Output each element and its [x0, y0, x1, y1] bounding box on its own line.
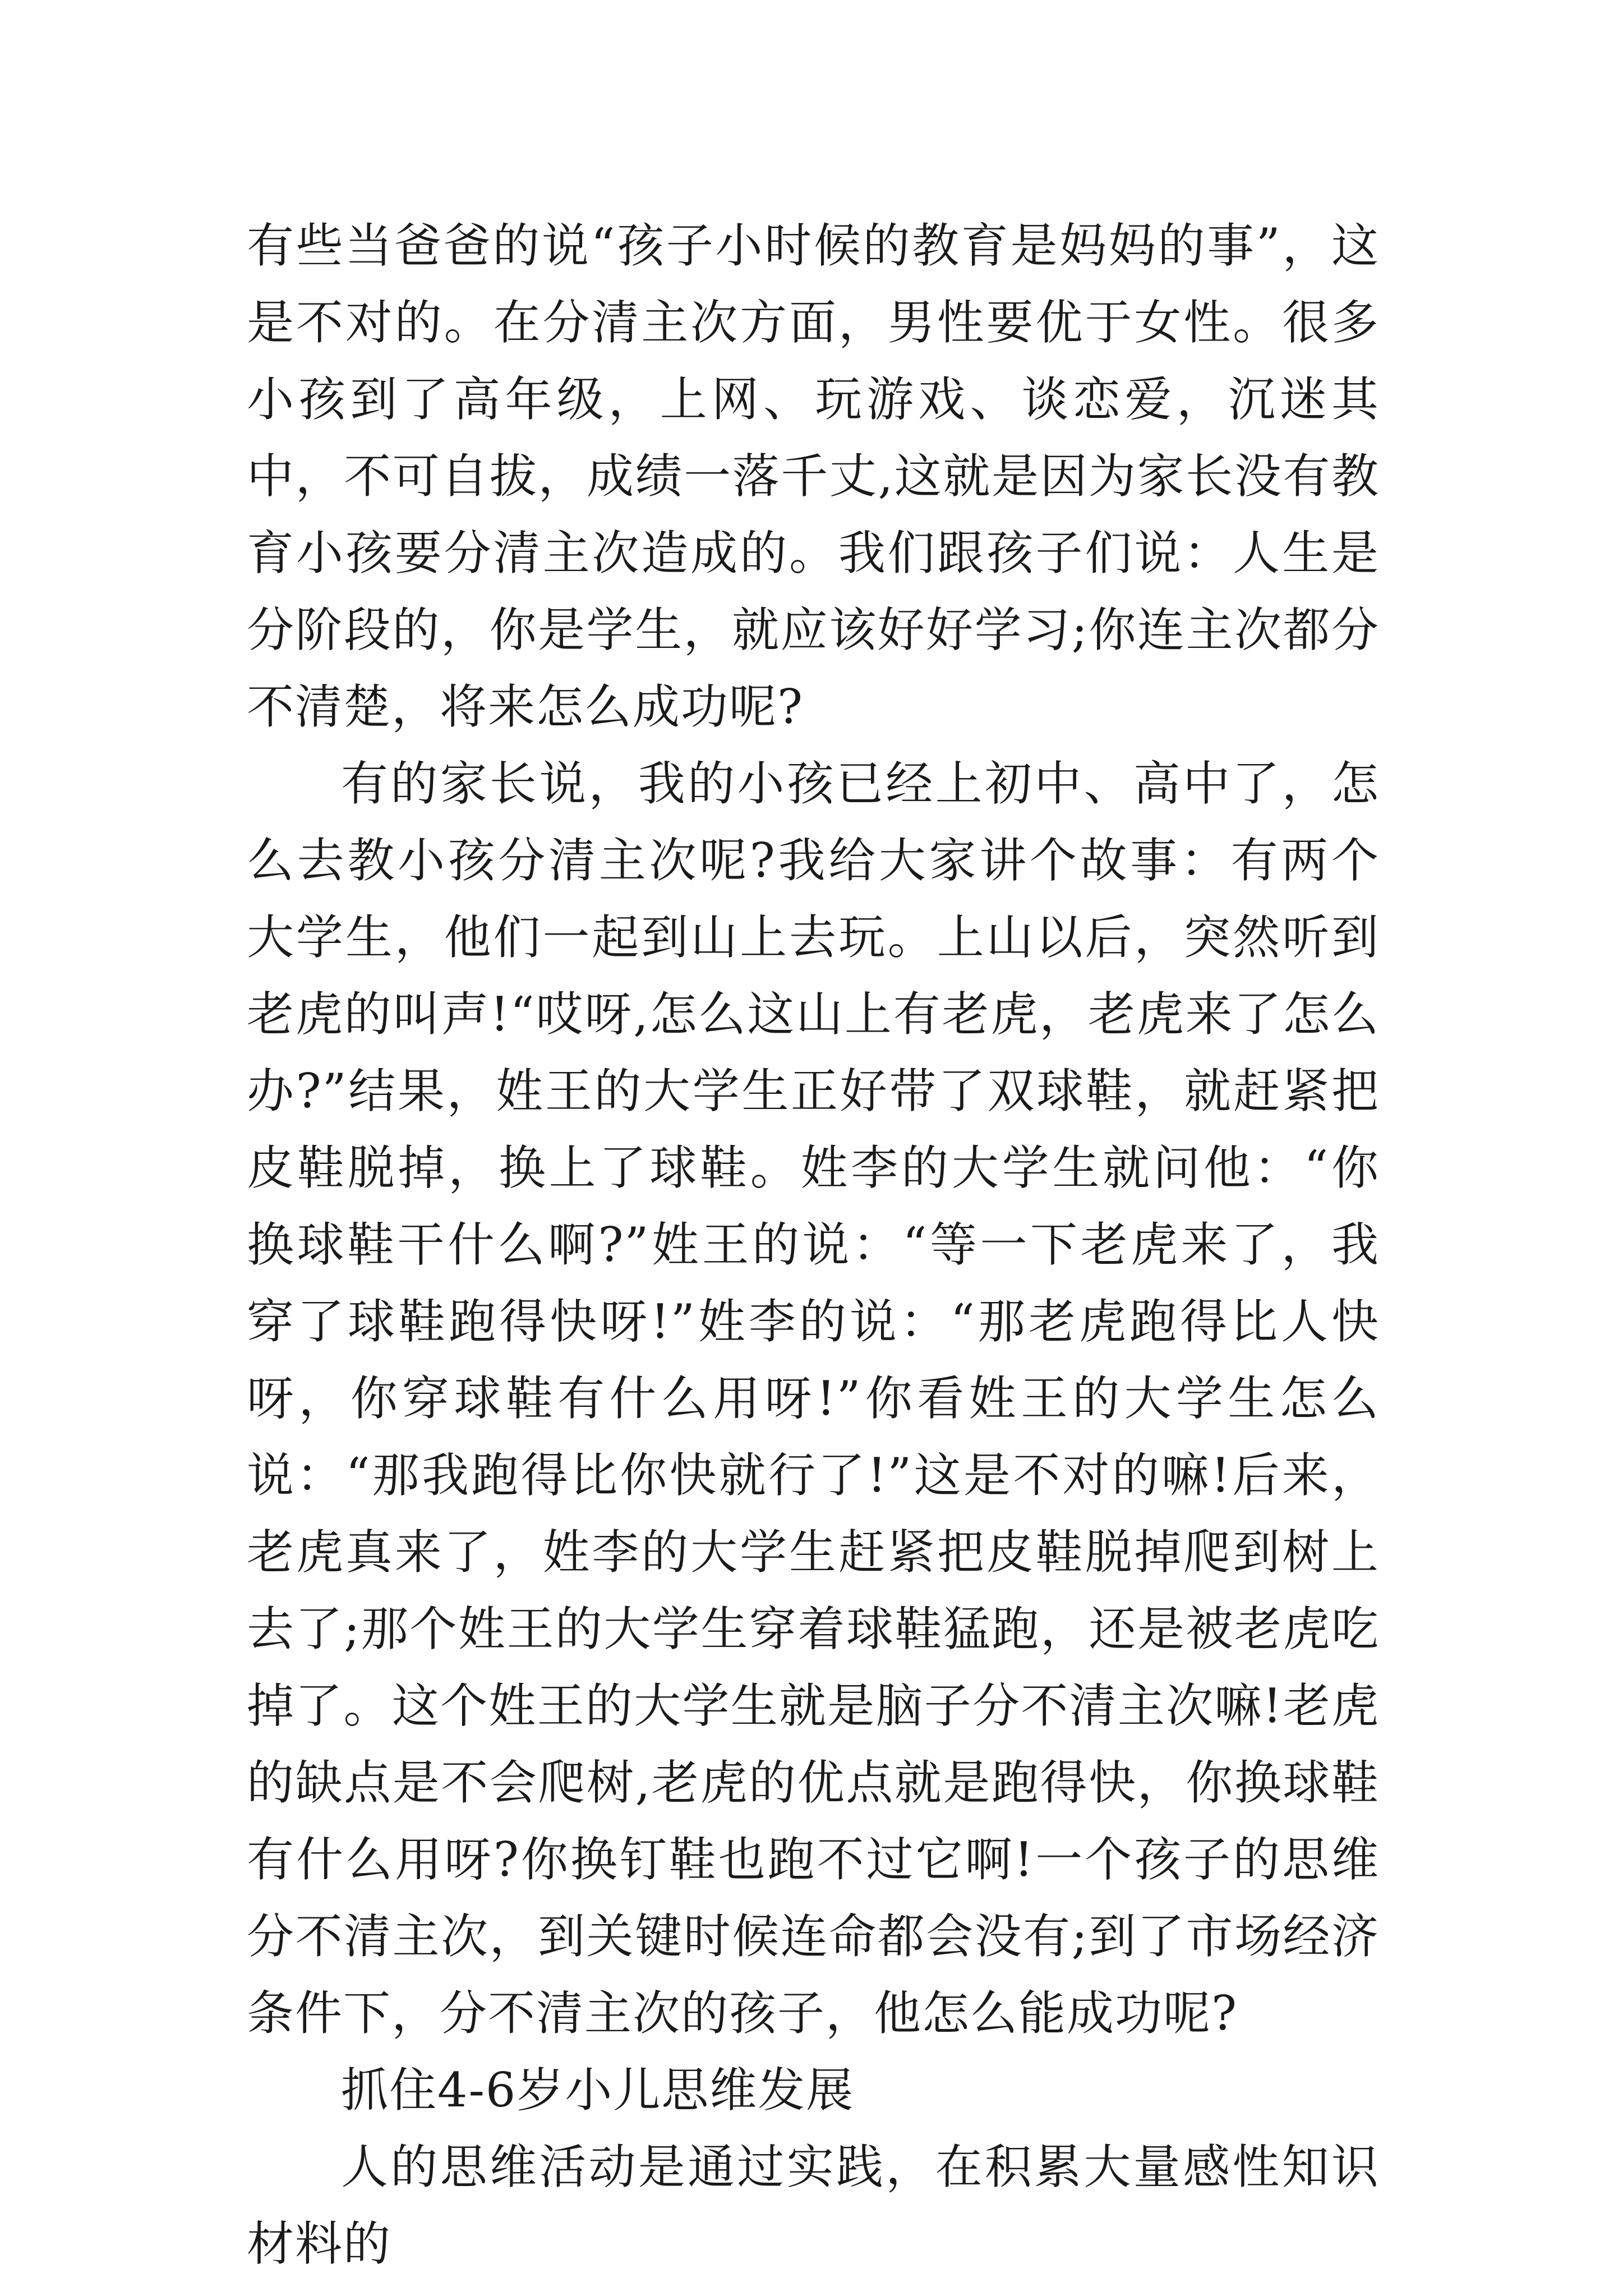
document-body [247, 208, 1380, 2283]
paragraph-1: 有些当爸爸的说“孩子小时候的教育是妈妈的事”，这是不对的。在分清主次方面，男性要优于女性。很多小孩到了高年级，上网、玩游戏、谈恋爱，沉迷其中，不可自拔，成绩一落千丈,这就是因为家长没有教育小孩要分清主次造成的。我们跟孩子们说：人生是分阶段的，你是学生，就应该好好学习;你连主次都分不清楚，将来怎么成功呢? [247, 218, 1380, 734]
paragraph-2: 有的家长说，我的小孩已经上初中、高中了，怎么去教小孩分清主次呢?我给大家讲个故事：有两个大学生，他们一起到山上去玩。上山以后，突然听到老虎的叫声!“哎呀,怎么这山上有老虎，老虎来了怎么办?”结果，姓王的大学生正好带了双球鞋，就赶紧把皮鞋脱掉，换上了球鞋。姓李的大学生就问他：“你换球鞋干什么啊?”姓王的说：“等一下老虎来了，我穿了球鞋跑得快呀!”姓李的说：“那老虎跑得比人快呀，你穿球鞋有什么用呀!”你看姓王的大学生怎么说：“那我跑得比你快就行了!”这是不对的嘛!后来，老虎真来了，姓李的大学生赶紧把皮鞋脱掉爬到树上去了;那个姓王的大学生穿着球鞋猛跑，还是被老虎吃掉了。这个姓王的大学生就是脑子分不清主次嘛!老虎的缺点是不会爬树,老虎的优点就是跑得快，你换球鞋有什么用呀?你换钉鞋也跑不过它啊!一个孩子的思维分不清主次，到关键时候连命都会没有;到了市场经济条件下，分不清主次的孩子，他怎么能成功呢? [247, 756, 1380, 2041]
section-heading: 抓住4-6岁小儿思维发展 [341, 2063, 855, 2118]
paragraph-3: 人的思维活动是通过实践，在积累大量感性知识材料的 [247, 2139, 1380, 2271]
